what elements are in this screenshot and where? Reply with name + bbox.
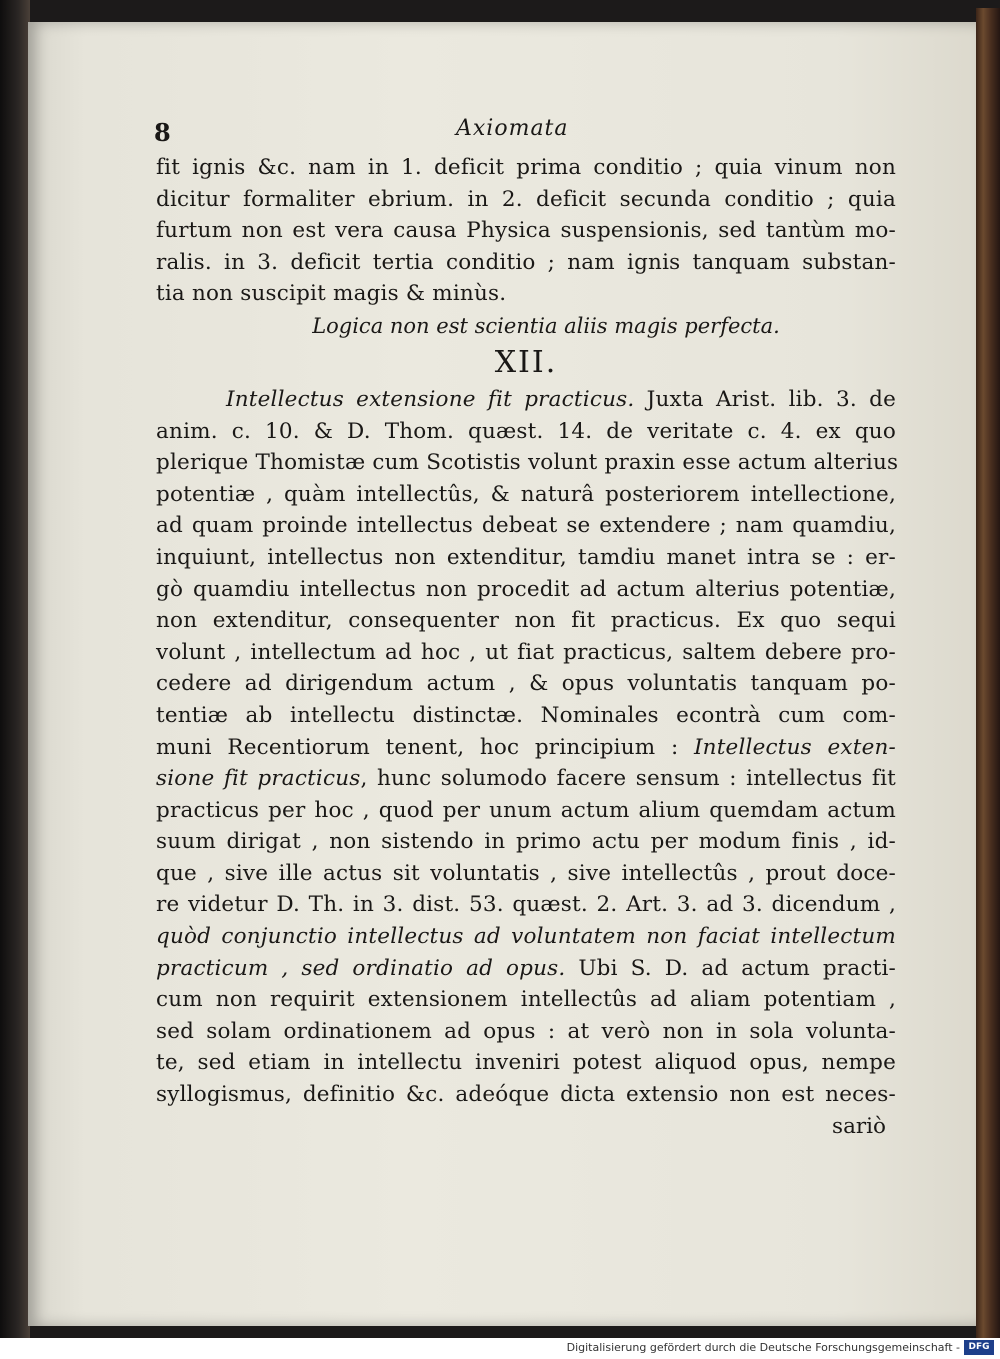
- text-line: ralis. in 3. deficit tertia conditio ; nam ignis tanquam substan-: [156, 249, 896, 275]
- text-line: [156, 763, 896, 795]
- text-line: te, sed etiam in intellectu inveniri potest aliquod opus, nempe: [156, 1050, 896, 1076]
- text-line: sed solam ordinationem ad opus : at verò non in sola volunta-: [156, 1018, 896, 1044]
- text-line: syllogismus, definitio &c. adeóque dicta extensio non est neces-: [156, 1082, 896, 1108]
- text-line: suum dirigat , non sistendo in primo actu per modum finis , id-: [156, 829, 896, 855]
- section-number: XII.: [494, 344, 558, 380]
- paragraph-1: [156, 152, 896, 310]
- text-line: quòd conjunctio intellectus ad voluntatem non faciat intellectum: [156, 924, 896, 950]
- text-line: cum non requirit extensionem intellectûs ad aliam potentiam ,: [156, 987, 896, 1013]
- text-line: tia non suscipit magis & minùs.: [156, 281, 507, 307]
- roman-text: , hunc solumodo facere sensum : intellectus fit: [360, 766, 896, 792]
- text-line: potentiæ , quàm intellectûs, & naturâ posteriorem intellectione,: [156, 481, 896, 507]
- running-head: Axiomata: [456, 116, 569, 141]
- page-header: [156, 112, 896, 152]
- italic-text: sione fit practicus: [156, 766, 361, 792]
- catchword: sariò: [832, 1113, 886, 1139]
- text-line: tentiæ ab intellectu distinctæ. Nominales econtrà cum com-: [156, 702, 896, 728]
- text-line: fit ignis &c. nam in 1. deficit prima conditio ; quia vinum non: [156, 155, 896, 180]
- text-line: plerique Thomistæ cum Scotistis volunt praxin esse actum alterius: [156, 450, 899, 476]
- italic-text: Intellectus exten-: [693, 734, 897, 760]
- text-line: re videtur D. Th. in 3. dist. 53. quæst. 2. Art. 3. ad 3. dicendum ,: [156, 892, 896, 918]
- book-spine: [0, 0, 30, 1338]
- italic-text: practicum , sed ordinatio ad opus.: [156, 955, 566, 981]
- text-line: practicus per hoc , quod per unum actum alium quemdam actum: [156, 797, 896, 823]
- roman-text: Juxta Arist. lib. 3. de: [634, 386, 896, 412]
- text-line: ad quam proinde intellectus debeat se extendere ; nam quamdiu,: [156, 513, 896, 539]
- text-line: que , sive ille actus sit voluntatis , sive intellectûs , prout doce-: [156, 860, 896, 886]
- text-line: anim. c. 10. & D. Thom. quæst. 14. de veritate c. 4. ex quo: [156, 418, 896, 444]
- footer-bar: [0, 1338, 1000, 1359]
- page-text: [154, 112, 899, 1143]
- book-edge: [976, 8, 1000, 1338]
- text-line: [156, 732, 896, 764]
- roman-text: muni Recentiorum tenent, hoc principium :: [156, 734, 694, 760]
- text-line: furtum non est vera causa Physica suspensionis, sed tantùm mo-: [156, 218, 896, 244]
- paragraph-2: [156, 384, 899, 1111]
- page-number: 8: [154, 118, 171, 147]
- dfg-logo[interactable]: DFG: [964, 1340, 994, 1355]
- text-line: [156, 953, 896, 985]
- text-line: inquiunt, intellectus non extenditur, tamdiu manet intra se : er-: [156, 544, 896, 570]
- text-line: volunt , intellectum ad hoc , ut fiat practicus, saltem debere pro-: [156, 639, 896, 665]
- roman-text: Ubi S. D. ad actum practi-: [565, 955, 897, 981]
- text-line: dicitur formaliter ebrium. in 2. deficit secunda conditio ; quia: [156, 186, 896, 212]
- text-line: cedere ad dirigendum actum , & opus voluntatis tanquam po-: [156, 671, 896, 697]
- text-line: non extenditur, consequenter non fit practicus. Ex quo sequi: [156, 608, 896, 634]
- text-line: gò quamdiu intellectus non procedit ad actum alterius potentiæ,: [156, 576, 896, 602]
- thesis-heading: Logica non est scientia aliis magis perfecta.: [312, 313, 780, 338]
- digitization-credit: Digitalisierung gefördert durch die Deutsche Forschungsgemeinschaft -: [566, 1341, 960, 1354]
- text-line: [156, 384, 896, 416]
- italic-text: Intellectus extensione fit practicus.: [226, 386, 635, 412]
